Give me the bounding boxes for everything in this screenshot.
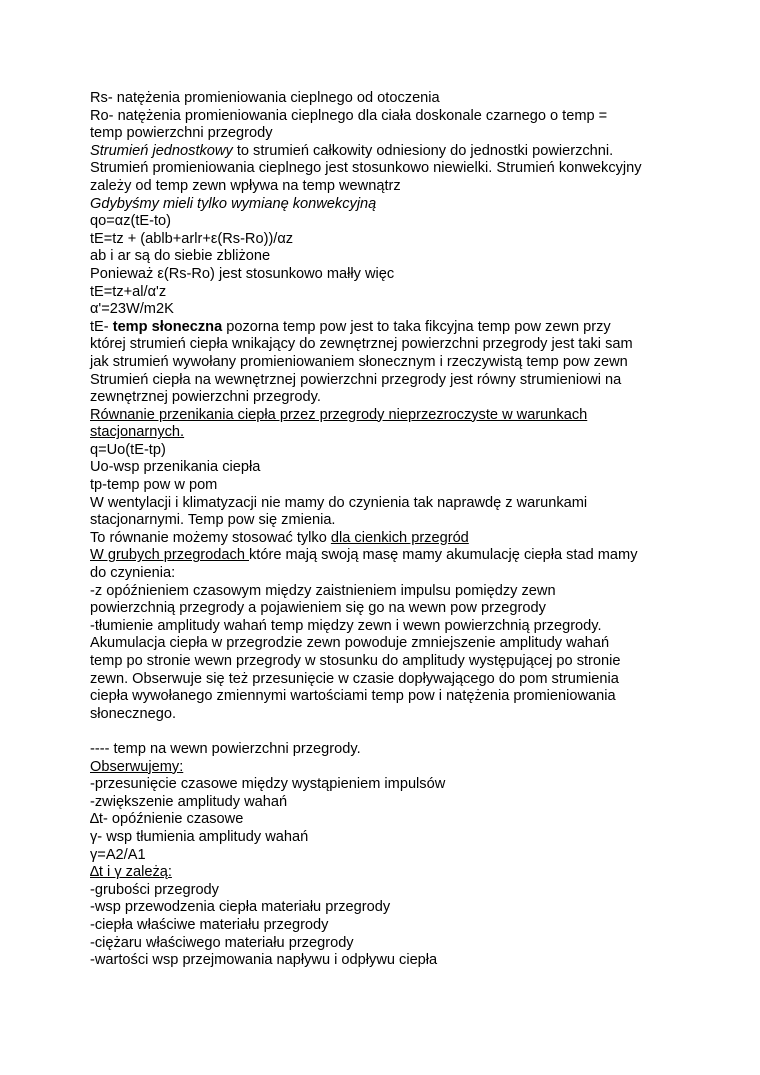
formula-line: q=Uo(tE-tp) [90,441,166,458]
text-line: Akumulacja ciepła w przegrodzie zewn powoduje zmniejszenie amplitudy wahań [90,635,610,652]
text-line: zależy od temp zewn wpływa na temp wewnątrz [90,177,401,194]
text-line: ciepła wywołanego zmiennymi wartościami temp pow i natężenia promieniowania [90,688,616,705]
document-page [90,90,690,970]
formula-line: tE=tz + (ablb+arlr+ε(Rs-Ro))/αz [90,230,294,247]
text-line: do czynienia: [90,565,176,582]
formula-line: tE=tz+al/α'z [90,283,167,300]
text-fragment: które mają swoją masę mamy akumulację ciepła stad mamy [249,547,638,564]
text-line: zewn. Obserwuje się też przesunięcie w czasie dopływającego do pom strumienia [90,670,619,687]
text-line: ∆t- opóźnienie czasowe [90,811,244,828]
text-line: Ro- natężenia promieniowania cieplnego dla ciała doskonale czarnego o temp = [90,107,608,124]
text-line: tp-temp pow w pom [90,477,218,494]
underlined-heading: Równanie przenikania ciepła przez przegrody nieprzezroczyste w warunkach [90,406,588,423]
text-line: Rs- natężenia promieniowania cieplnego od otoczenia [90,90,440,106]
text-line: stacjonarnymi. Temp pow się zmienia. [90,512,336,529]
text-line: której strumień ciepła wnikający do zewnętrznej powierzchni przegrody jest taki sam [90,336,633,353]
list-item: -przesunięcie czasowe między wystąpieniem impulsów [90,776,446,793]
text-line [90,319,690,337]
text-line: ---- temp na wewn powierzchni przegrody. [90,740,361,757]
underlined-term: W grubych przegrodach [90,547,249,564]
text-line: W wentylacji i klimatyzacji nie mamy do czynienia tak naprawdę z warunkami [90,494,588,511]
text-line: Strumień promieniowania cieplnego jest stosunkowo niewielki. Strumień konwekcyjny [90,160,642,177]
text-line: powierzchnią przegrody a pojawieniem się go na wewn pow przegrody [90,600,546,617]
underlined-term: dla cienkich przegród [330,529,469,546]
list-item: -wartości wsp przejmowania napływu i odpływu ciepła [90,952,438,969]
list-item: -ciężaru właściwego materiału przegrody [90,934,354,951]
italic-heading: Gdybyśmy mieli tylko wymianę konwekcyjną [90,195,377,212]
text-line: Uo-wsp przenikania ciepła [90,459,261,476]
text-line: jak strumień wywołany promieniowaniem słonecznym i rzeczywistą temp pow zewn [90,353,628,370]
text-line [90,530,690,548]
formula-line: α'=23W/m2K [90,301,174,318]
italic-term: Strumień jednostkowy [90,142,233,159]
bold-term: temp słoneczna [112,318,223,335]
list-item: -grubości przegrody [90,881,219,898]
text-line [90,143,690,161]
text-line: zewnętrznej powierzchni przegrody. [90,389,321,406]
text-line: słonecznego. [90,705,177,722]
blank-line [90,723,690,741]
formula-line: γ=A2/A1 [90,846,146,863]
underlined-heading: ∆t i γ zależą: [90,864,172,881]
text-fragment: To równanie możemy stosować tylko [90,529,331,546]
underlined-heading: stacjonarnych. [90,424,185,441]
list-item: -zwiększenie amplitudy wahań [90,793,288,810]
text-line: temp po stronie wewn przegrody w stosunku do amplitudy występującej po stronie [90,653,621,669]
text-fragment: pozorna temp pow jest to taka fikcyjna temp pow zewn przy [222,318,611,335]
text-line: Strumień ciepła na wewnętrznej powierzchni przegrody jest równy strumieniowi na [90,371,622,388]
text-line: -tłumienie amplitudy wahań temp między zewn i wewn powierzchnią przegrody. [90,617,602,634]
list-item: -ciepła właściwe materiału przegrody [90,916,329,933]
list-item: -wsp przewodzenia ciepła materiału przegrody [90,899,391,916]
text-line: -z opóźnieniem czasowym między zaistnieniem impulsu pomiędzy zewn [90,582,556,599]
text-fragment: tE- [90,318,113,335]
formula-line: qo=αz(tE-to) [90,213,172,230]
text-line: Ponieważ ε(Rs-Ro) jest stosunkowo małły więc [90,265,395,282]
text-fragment: to strumień całkowity odniesiony do jednostki powierzchni. [232,142,614,159]
text-line [90,547,690,565]
underlined-heading: Obserwujemy: [90,758,184,775]
text-line: temp powierzchni przegrody [90,125,273,142]
text-line: γ- wsp tłumienia amplitudy wahań [90,828,309,845]
text-line: ab i ar są do siebie zbliżone [90,248,271,265]
